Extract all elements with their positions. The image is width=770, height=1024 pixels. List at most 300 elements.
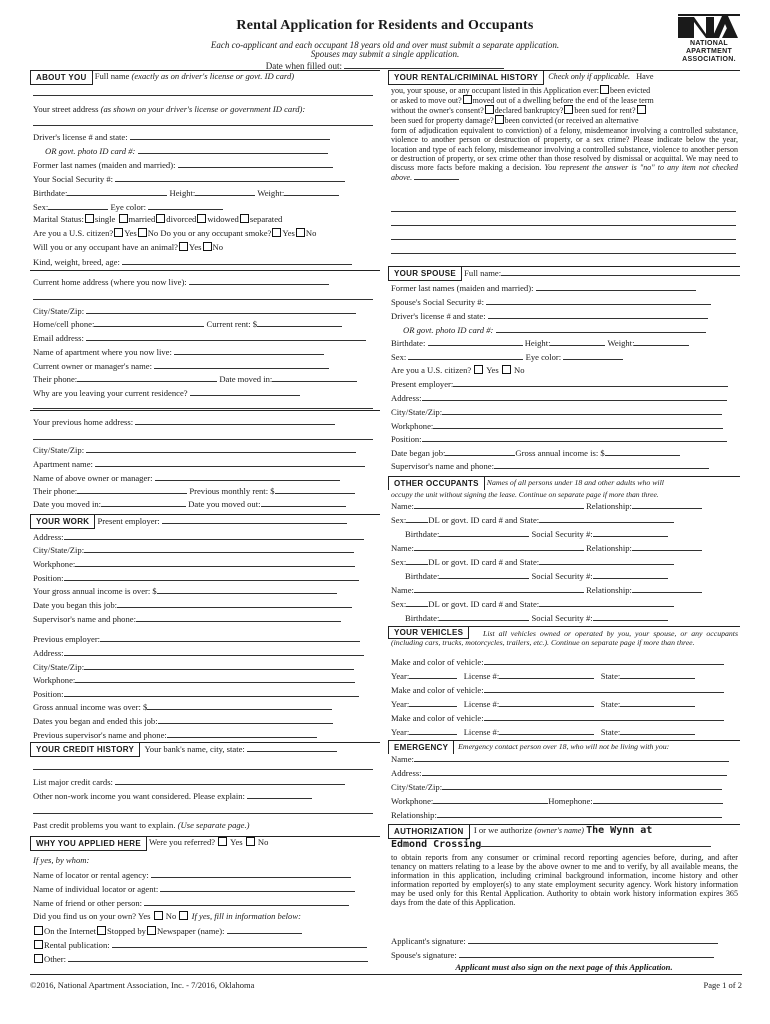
section-tab-your-spouse: YOUR SPOUSE: [388, 267, 462, 281]
spouse-signature-field[interactable]: [459, 949, 714, 958]
emergency-relationship-label: Relationship:: [391, 810, 437, 820]
occupants-note-1: Names of all persons under 18 and other adults who will: [486, 478, 664, 487]
prev-workphone-label: Workphone:: [33, 675, 76, 685]
occupants-note-2: occupy the unit without signing the lease. Continue on separate page if more than three.: [391, 490, 659, 499]
spouse-supervisor-label: Supervisor's name and phone:: [391, 461, 494, 471]
if-yes-label: If yes, by whom:: [33, 855, 90, 865]
occupant-3-ssn-field[interactable]: [593, 612, 668, 621]
income-field[interactable]: [157, 585, 337, 594]
vehicle-3-year-label: Year:: [391, 727, 410, 737]
work-address-field[interactable]: [64, 531, 364, 540]
have-label: Have: [636, 72, 654, 81]
emergency-csz-label: City/State/Zip:: [391, 782, 443, 792]
current-address-field[interactable]: [189, 276, 329, 285]
occupant-1-relationship-field[interactable]: [632, 500, 702, 509]
vehicle-2-license-label: License #:: [463, 699, 500, 709]
rental-pub-checkbox[interactable]: [34, 940, 43, 949]
vehicle-1-license-field[interactable]: [499, 670, 594, 679]
other-income-field-2[interactable]: [33, 805, 373, 814]
referred-no-checkbox[interactable]: [246, 837, 255, 846]
occupant-2-sex-label: Sex:: [391, 557, 407, 567]
friend-label: Name of friend or other person:: [33, 898, 143, 908]
spouse-citizen-no-checkbox[interactable]: [502, 365, 511, 374]
why-leaving-label: Why are you leaving your current residence?: [33, 388, 188, 398]
other-income-label: Other non-work income you want considered. Please explain:: [33, 791, 245, 801]
occupant-3-name-label: Name:: [391, 585, 414, 595]
credit-history-section: [30, 742, 380, 834]
prev-owner-field[interactable]: [155, 472, 340, 481]
occupant-1-name-label: Name:: [391, 501, 414, 511]
drivers-license-field[interactable]: [130, 131, 330, 140]
prev-work-address-field[interactable]: [64, 647, 364, 656]
history-note: You represent the answer is "no" to any item not checked above.: [391, 163, 738, 183]
spouse-height-field[interactable]: [550, 337, 605, 346]
locator-field[interactable]: [151, 869, 351, 878]
spouse-ssn-field[interactable]: [486, 296, 711, 305]
spouse-id-field[interactable]: [496, 324, 706, 333]
position-field[interactable]: [64, 572, 359, 581]
prev-owner-label: Name of above owner or manager:: [33, 473, 153, 483]
vehicle-2-state-field[interactable]: [620, 698, 695, 707]
spouse-supervisor-field[interactable]: [494, 460, 709, 469]
logo-line-2: APARTMENT: [685, 48, 733, 55]
prev-owner-phone-field[interactable]: [77, 485, 187, 494]
occupant-2-birthdate-label: Birthdate:: [405, 571, 440, 581]
prev-address-field[interactable]: [135, 416, 335, 425]
work-csz-field[interactable]: [84, 544, 354, 553]
occupant-2-ssn-label: Social Security #:: [531, 571, 593, 581]
naa-logo: [676, 14, 742, 70]
current-apt-field[interactable]: [174, 346, 324, 355]
vehicle-3-license-field[interactable]: [499, 726, 594, 735]
spouse-income-field[interactable]: [605, 447, 680, 456]
full-name-hint: (exactly as on driver's license or govt. ID card): [131, 71, 295, 81]
vehicle-1-state-field[interactable]: [620, 670, 695, 679]
current-owner-label: Current owner or manager's name:: [33, 361, 152, 371]
marital-status-label: Marital Status:: [33, 214, 84, 224]
married-checkbox[interactable]: [119, 214, 128, 223]
prev-supervisor-field[interactable]: [167, 729, 317, 738]
emergency-address-field[interactable]: [422, 767, 727, 776]
spouse-name-field[interactable]: [501, 267, 740, 276]
spouse-citizen-label: Are you a U.S. citizen?: [391, 365, 472, 375]
newspaper-checkbox[interactable]: [147, 926, 156, 935]
occupant-1-name-field[interactable]: [414, 500, 584, 509]
referred-yes-checkbox[interactable]: [218, 837, 227, 846]
occupant-1-sex-field[interactable]: [406, 514, 428, 523]
history-field-3[interactable]: [391, 231, 736, 240]
smoke-no-label: No: [305, 228, 317, 238]
animal-yes-checkbox[interactable]: [179, 242, 188, 251]
current-apt-label: Name of apartment where you now live:: [33, 347, 172, 357]
current-owner-field[interactable]: [154, 360, 329, 369]
ssn-field[interactable]: [115, 173, 345, 182]
spouse-employer-label: Present employer:: [391, 379, 454, 389]
emergency-workphone-label: Workphone:: [391, 796, 434, 806]
work-section: [30, 514, 380, 739]
weight-field[interactable]: [284, 187, 339, 196]
moved-out-label: moved out of a dwelling before the end of the lease term: [472, 96, 654, 105]
rental-history-section: [388, 70, 740, 266]
spouse-birthdate-label: Birthdate:: [391, 338, 426, 348]
eye-color-label: Eye color:: [110, 202, 146, 212]
weight-label: Weight:: [257, 188, 285, 198]
email-field[interactable]: [86, 332, 366, 341]
income-label: Your gross annual income is over: $: [33, 586, 157, 596]
workphone-field[interactable]: [75, 558, 355, 567]
animal-label: Will you or any occupant have an animal?: [33, 242, 178, 252]
history-field-2[interactable]: [391, 217, 736, 226]
married-label: married: [128, 214, 156, 224]
prev-apt-label: Apartment name:: [33, 459, 93, 469]
job-began-field[interactable]: [117, 599, 352, 608]
credit-problems-hint: (Use separate page.): [177, 820, 250, 830]
emergency-address-label: Address:: [391, 768, 422, 778]
occupant-2-relationship-label: Relationship:: [586, 543, 632, 553]
prev-position-field[interactable]: [64, 688, 359, 697]
occupant-1-birthdate-field[interactable]: [439, 528, 529, 537]
govt-id-field[interactable]: [138, 145, 328, 154]
logo-line-1: NATIONAL: [689, 40, 729, 47]
smoke-yes-checkbox[interactable]: [272, 228, 281, 237]
occupant-3-name-field[interactable]: [414, 584, 584, 593]
separated-checkbox[interactable]: [240, 214, 249, 223]
credit-cards-field[interactable]: [115, 776, 345, 785]
other-income-field[interactable]: [247, 790, 312, 799]
referred-label: Were you referred?: [148, 837, 216, 847]
prev-income-label: Gross annual income was over: $: [33, 702, 148, 712]
bank-field-2[interactable]: [33, 761, 373, 770]
spouse-citizen-yes-checkbox[interactable]: [474, 365, 483, 374]
occupant-2-dl-field[interactable]: [539, 556, 674, 565]
former-names-label: Former last names (maiden and married):: [33, 160, 176, 170]
applicant-signature-field[interactable]: [468, 935, 718, 944]
credit-problems-label: Past credit problems you want to explain.: [33, 820, 176, 830]
spouse-dl-field[interactable]: [488, 310, 708, 319]
spouse-began-label: Date began job:: [391, 448, 446, 458]
street-address-field[interactable]: [33, 117, 373, 126]
owner-name-value-2[interactable]: Edmond Crossing: [391, 839, 482, 850]
spouse-section: [388, 266, 740, 474]
prev-work-csz-label: City/State/Zip:: [33, 662, 85, 672]
occupant-3-relationship-label: Relationship:: [586, 585, 632, 595]
vehicle-2-year-field[interactable]: [409, 698, 457, 707]
naa-logo-icon: [676, 14, 742, 40]
prev-apt-field[interactable]: [95, 458, 365, 467]
former-names-field[interactable]: [178, 159, 333, 168]
history-line-1: you, your spouse, or any occupant listed in this Application ever:: [391, 86, 599, 95]
animal-kind-field[interactable]: [122, 256, 352, 265]
convicted-label: been convicted (or received an alternative: [504, 116, 639, 125]
evicted-label: been evicted: [609, 86, 651, 95]
occupant-2-name-field[interactable]: [414, 542, 584, 551]
current-home-section: [30, 270, 380, 408]
section-tab-rental-history: YOUR RENTAL/CRIMINAL HISTORY: [388, 71, 544, 85]
prev-address-label: Your previous home address:: [33, 417, 134, 427]
employer-field[interactable]: [162, 515, 347, 524]
prev-address-field-2[interactable]: [33, 431, 373, 440]
emergency-note: Emergency contact person over 18, who will not be living with you:: [458, 742, 670, 751]
home-phone-field[interactable]: [94, 318, 204, 327]
current-rent-field[interactable]: [257, 318, 342, 327]
vehicle-3-year-field[interactable]: [409, 726, 457, 735]
govt-id-label: OR govt. photo ID card #:: [45, 146, 136, 156]
job-dates-label: Dates you began and ended this job:: [33, 716, 158, 726]
emergency-name-field[interactable]: [414, 753, 729, 762]
occupant-3-birthdate-label: Birthdate:: [405, 613, 440, 623]
citizen-yes-checkbox[interactable]: [114, 228, 123, 237]
about-you-section: [30, 70, 380, 266]
citizen-no-checkbox[interactable]: [138, 228, 147, 237]
history-field-1[interactable]: [391, 203, 736, 212]
smoke-no-checkbox[interactable]: [296, 228, 305, 237]
authorization-body: to obtain reports from any consumer or criminal record reporting agencies before, during, and after tenancy on matters relating to a lease by the above owner to me and to verify, by all available means, the information in this application, including criminal background information, income history and other information reported by employer(s) to any state employment security agency. Work history information may be used only for this Rental Application. Authority to obtain work history information expires 365 days from the date of this Application.: [391, 853, 738, 907]
spouse-name-label: Full name:: [464, 268, 502, 278]
emergency-name-label: Name:: [391, 754, 414, 764]
owner-name-value-1[interactable]: The Wynn at: [586, 825, 653, 836]
current-csz-label: City/State/Zip:: [33, 306, 85, 316]
vehicle-3-state-label: State:: [600, 727, 621, 737]
prev-rent-label: Previous monthly rent: $: [189, 486, 275, 496]
internet-label: On the Internet: [44, 926, 97, 936]
individual-agent-field[interactable]: [160, 883, 355, 892]
moved-out-checkbox[interactable]: [463, 95, 472, 104]
widowed-checkbox[interactable]: [197, 214, 206, 223]
vehicle-3-state-field[interactable]: [620, 726, 695, 735]
prev-income-field[interactable]: [147, 701, 332, 710]
occupant-3-sex-field[interactable]: [406, 598, 428, 607]
spouse-csz-field[interactable]: [442, 406, 722, 415]
emergency-relationship-field[interactable]: [437, 809, 722, 818]
sex-field[interactable]: [48, 201, 108, 210]
section-tab-your-work: YOUR WORK: [30, 515, 95, 529]
work-address-label: Address:: [33, 532, 64, 542]
vehicle-1-state-label: State:: [600, 671, 621, 681]
eye-color-field[interactable]: [148, 201, 223, 210]
occupant-1-relationship-label: Relationship:: [586, 501, 632, 511]
spouse-sex-field[interactable]: [408, 351, 523, 360]
section-tab-authorization: AUTHORIZATION: [388, 825, 470, 839]
ssn-label: Your Social Security #:: [33, 174, 114, 184]
vehicle-1-make-field[interactable]: [484, 656, 724, 665]
prev-moved-in-label: Date you moved in:: [33, 499, 102, 509]
animal-kind-label: Kind, weight, breed, age:: [33, 257, 120, 267]
occupant-3-birthdate-field[interactable]: [439, 612, 529, 621]
birthdate-label: Birthdate:: [33, 188, 68, 198]
vehicle-2-make-label: Make and color of vehicle:: [391, 685, 484, 695]
birthdate-field[interactable]: [67, 187, 167, 196]
prev-moved-out-field[interactable]: [261, 498, 346, 507]
find-no-checkbox[interactable]: [179, 911, 188, 920]
footer-divider: [30, 974, 742, 975]
other-checkbox[interactable]: [34, 954, 43, 963]
divorced-checkbox[interactable]: [156, 214, 165, 223]
current-owner-phone-label: Their phone:: [33, 374, 78, 384]
must-sign-note: Applicant must also sign on the next page of this Application.: [455, 962, 673, 972]
employer-label: Present employer:: [97, 516, 160, 526]
spouse-address-field[interactable]: [422, 392, 727, 401]
internet-checkbox[interactable]: [34, 926, 43, 935]
vehicle-2-make-field[interactable]: [484, 684, 724, 693]
occupant-3-ssn-label: Social Security #:: [531, 613, 593, 623]
occupant-2-birthdate-field[interactable]: [439, 570, 529, 579]
bankruptcy-checkbox[interactable]: [485, 105, 494, 114]
emergency-workphone-field[interactable]: [433, 795, 548, 804]
evicted-checkbox[interactable]: [600, 85, 609, 94]
citizen-no-label: No: [147, 228, 159, 238]
prev-rent-field[interactable]: [275, 485, 355, 494]
emergency-csz-field[interactable]: [442, 781, 722, 790]
subtitle-line-1: Each co-applicant and each occupant 18 years old and over must submit a separate application.: [210, 40, 560, 50]
spouse-eye-field[interactable]: [563, 351, 623, 360]
prev-work-csz-field[interactable]: [84, 661, 354, 670]
workphone-label: Workphone:: [33, 559, 76, 569]
friend-field[interactable]: [144, 897, 349, 906]
prev-position-label: Position:: [33, 689, 64, 699]
prev-csz-field[interactable]: [86, 444, 356, 453]
sued-rent-label: been sued for rent?: [574, 106, 636, 115]
stopped-by-checkbox[interactable]: [97, 926, 106, 935]
left-column: [30, 70, 380, 970]
prev-moved-in-field[interactable]: [101, 498, 186, 507]
single-checkbox[interactable]: [85, 214, 94, 223]
why-leaving-field[interactable]: [190, 387, 300, 396]
occupant-1-birthdate-label: Birthdate:: [405, 529, 440, 539]
current-address-field-2[interactable]: [33, 291, 373, 300]
job-began-label: Date you began this job:: [33, 600, 118, 610]
prev-employer-field[interactable]: [100, 633, 360, 642]
occupant-2-relationship-field[interactable]: [632, 542, 702, 551]
street-address-hint: (as shown on your driver's license or government ID card):: [100, 104, 306, 114]
emergency-homephone-field[interactable]: [593, 795, 723, 804]
spouse-birthdate-field[interactable]: [428, 337, 523, 346]
height-field[interactable]: [195, 187, 255, 196]
logo-line-3: ASSOCIATION.: [682, 56, 736, 63]
section-tab-why-applied: WHY YOU APPLIED HERE: [30, 837, 147, 851]
occupant-2-ssn-field[interactable]: [593, 570, 668, 579]
spouse-weight-field[interactable]: [634, 337, 689, 346]
referred-yes-label: Yes: [230, 837, 243, 847]
occupant-3-relationship-field[interactable]: [632, 584, 702, 593]
find-no-label: No: [165, 911, 177, 921]
bank-field[interactable]: [247, 743, 337, 752]
citizen-label: Are you a U.S. citizen?: [33, 228, 114, 238]
newspaper-field[interactable]: [227, 925, 302, 934]
occupant-1-ssn-label: Social Security #:: [531, 529, 593, 539]
why-leaving-field-2[interactable]: [33, 400, 373, 409]
sued-rent-checkbox-2[interactable]: [637, 105, 646, 114]
vehicle-1-make-label: Make and color of vehicle:: [391, 657, 484, 667]
prev-work-address-label: Address:: [33, 648, 64, 658]
occupant-1-dl-label: DL or govt. ID card # and State:: [428, 515, 540, 525]
spouse-employer-field[interactable]: [453, 378, 728, 387]
occupant-1-dl-field[interactable]: [539, 514, 674, 523]
spouse-position-field[interactable]: [422, 433, 727, 442]
home-phone-label: Home/cell phone:: [33, 319, 95, 329]
vehicle-2-license-field[interactable]: [499, 698, 594, 707]
check-applicable-label: Check only if applicable.: [548, 72, 631, 81]
section-tab-your-vehicles: YOUR VEHICLES: [388, 627, 469, 639]
rental-pub-field[interactable]: [112, 939, 367, 948]
occupant-3-dl-label: DL or govt. ID card # and State:: [428, 599, 540, 609]
sex-label: Sex:: [33, 202, 49, 212]
spouse-csz-label: City/State/Zip:: [391, 407, 443, 417]
date-filled-field[interactable]: Date when filled out:: [0, 60, 770, 71]
single-label: single: [94, 214, 116, 224]
find-own-label: Did you find us on your own?: [33, 911, 137, 921]
spouse-former-field[interactable]: [536, 282, 696, 291]
vehicles-note: List all vehicles owned or operated by you, your spouse, or any occupants (including cars, trucks, motorcycles, trailers, etc.). Continue on separate page if more than three.: [391, 629, 738, 647]
bank-label: Your bank's name, city, state:: [144, 744, 245, 754]
position-label: Position:: [33, 573, 64, 583]
find-yes-checkbox[interactable]: [154, 911, 163, 920]
prev-moved-out-label: Date you moved out:: [188, 499, 261, 509]
animal-no-checkbox[interactable]: [203, 242, 212, 251]
vehicle-3-make-label: Make and color of vehicle:: [391, 713, 484, 723]
owner-name-hint: (owner's name): [534, 826, 584, 835]
job-dates-field[interactable]: [158, 715, 333, 724]
history-line-3: without the owner's consent?: [391, 106, 484, 115]
authorization-section: [388, 824, 740, 974]
prev-workphone-field[interactable]: [75, 674, 355, 683]
current-moved-in-field[interactable]: [272, 373, 357, 382]
why-applied-section: [30, 836, 380, 976]
prev-employer-label: Previous employer:: [33, 634, 101, 644]
smoke-yes-label: Yes: [282, 228, 295, 238]
spouse-began-field[interactable]: [445, 447, 515, 456]
occupant-3-dl-field[interactable]: [539, 598, 674, 607]
supervisor-label: Supervisor's name and phone:: [33, 614, 136, 624]
animal-yes-label: Yes: [188, 242, 202, 252]
section-tab-emergency: EMERGENCY: [388, 741, 454, 754]
smoke-label: Do you or any occupant smoke?: [160, 228, 272, 238]
current-owner-phone-field[interactable]: [77, 373, 217, 382]
spouse-income-label: Gross annual income is: $: [515, 448, 605, 458]
occupant-2-dl-label: DL or govt. ID card # and State:: [428, 557, 540, 567]
property-damage-checkbox[interactable]: [495, 115, 504, 124]
bankruptcy-label: declared bankruptcy?: [494, 106, 564, 115]
referred-no-label: No: [257, 837, 269, 847]
supervisor-field[interactable]: [136, 613, 341, 622]
authorize-label: I or we authorize: [473, 825, 533, 835]
owner-name-field-line: [481, 838, 711, 847]
height-label: Height:: [169, 188, 196, 198]
prev-csz-label: City/State/Zip:: [33, 445, 85, 455]
fill-in-label: If yes, fill in information below:: [191, 911, 301, 921]
sued-rent-checkbox[interactable]: [564, 105, 573, 114]
spouse-address-label: Address:: [391, 393, 422, 403]
occupant-1-sex-label: Sex:: [391, 515, 407, 525]
spouse-ssn-label: Spouse's Social Security #:: [391, 297, 484, 307]
spouse-citizen-no-label: No: [514, 365, 525, 375]
current-csz-field[interactable]: [86, 305, 356, 314]
vehicle-2-year-label: Year:: [391, 699, 410, 709]
vehicles-section: [388, 626, 740, 738]
full-name-field[interactable]: [33, 87, 373, 96]
current-moved-in-label: Date moved in:: [219, 374, 273, 384]
section-tab-about-you: ABOUT YOU: [30, 71, 93, 85]
occupant-3-sex-label: Sex:: [391, 599, 407, 609]
spouse-workphone-field[interactable]: [433, 420, 723, 429]
vehicle-3-make-field[interactable]: [484, 712, 724, 721]
occupant-1-ssn-field[interactable]: [593, 528, 668, 537]
occupant-2-sex-field[interactable]: [406, 556, 428, 565]
section-tab-credit-history: YOUR CREDIT HISTORY: [30, 743, 140, 757]
history-field-4[interactable]: [391, 245, 736, 254]
occupants-section: [388, 476, 740, 624]
other-field[interactable]: [68, 953, 368, 962]
vehicle-1-year-field[interactable]: [409, 670, 457, 679]
